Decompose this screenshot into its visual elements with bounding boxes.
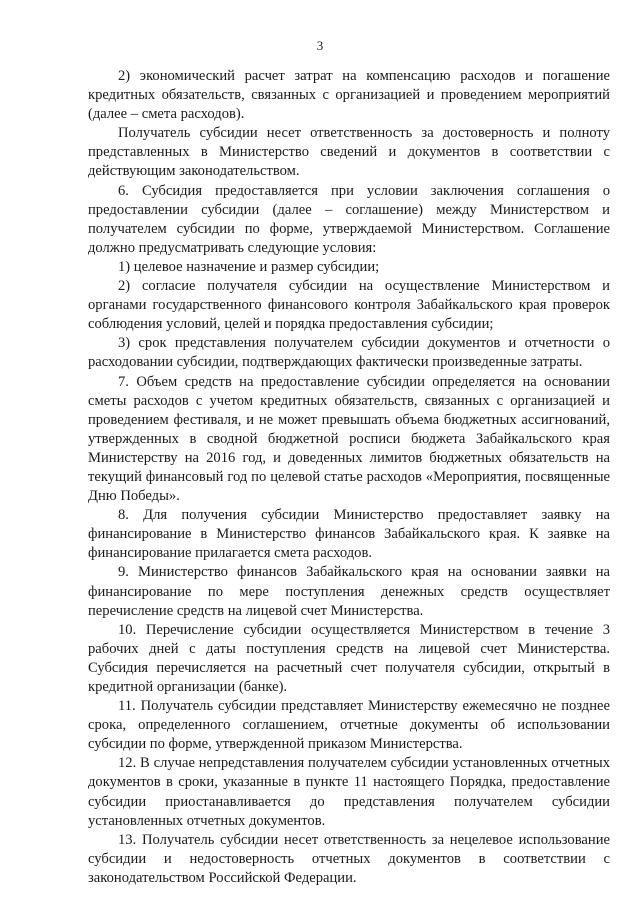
paragraph-item-10-payment: 10. Перечисление субсидии осуществляется Министерством в течение 3 рабочих дней с даты поступления средств на лицевой счет Министерства. Субсидия перечисляется на расчетный счет получателя субсидии, открытый в кредитной организации (банке). xyxy=(88,621,610,695)
paragraph-condition-1: 1) целевое назначение и размер субсидии; xyxy=(118,258,380,275)
page-number: 3 xyxy=(316,38,324,53)
paragraph-recipient-responsibility: Получатель субсидии несет ответственность за достоверность и полноту представленных в Министерство сведений и документов в соответствии с действующим законодательством. xyxy=(88,125,610,180)
paragraph-item-7-volume: 7. Объем средств на предоставление субсидии определяется на основании сметы расходов с учетом кредитных обязательств, связанных с организацией и проведением фестиваля, и не может превышать объема бюджетных ассигнований, утвержденных в сводной бюджетной росписи бюджета Забайкальского края Министерству на 2016 год, и доведенных лимитов бюджетных обязательств на текущий финансовый год по целевой статье расходов «Мероприятия, посвященные Дню Победы». xyxy=(88,373,610,505)
paragraph-condition-2: 2) согласие получателя субсидии на осуществление Министерством и органами государственного финансового контроля Забайкальского края проверок соблюдения условий, целей и порядка предоставления субсидии; xyxy=(88,278,610,333)
paragraph-item-9-transfer: 9. Министерство финансов Забайкальского края на основании заявки на финансирование по мере поступления денежных средств осуществляет перечисление средств на лицевой счет Министерства. xyxy=(88,564,610,619)
paragraph-condition-3: 3) срок представления получателем субсидии документов и отчетности о расходовании субсидии, подтверждающих фактически произведенные затраты. xyxy=(88,335,610,371)
paragraph-item-13-liability: 13. Получатель субсидии несет ответственность за нецелевое использование субсидии и недостоверность отчетных документов в соответствии с законодательством Российской Федерации. xyxy=(88,831,610,886)
paragraph-item-8-application: 8. Для получения субсидии Министерство предоставляет заявку на финансирование в Министерство финансов Забайкальского края. К заявке на финансирование прилагается смета расходов. xyxy=(88,507,610,562)
paragraph-item-6-agreement: 6. Субсидия предоставляется при условии заключения соглашения о предоставлении субсидии (далее – соглашение) между Министерством и получателем субсидии по форме, утверждаемой Министерством. Соглашение должно предусматривать следующие условия: xyxy=(88,182,610,256)
paragraph-item-11-reporting: 11. Получатель субсидии представляет Министерству ежемесячно не позднее срока, определенного соглашением, отчетные документы об использовании субсидии по форме, утвержденной приказом Министерства. xyxy=(88,698,610,753)
document-body xyxy=(88,67,610,888)
paragraph-clause-2-cost-estimate: 2) экономический расчет затрат на компенсацию расходов и погашение кредитных обязательств, связанных с организацией и проведением мероприятий (далее – смета расходов). xyxy=(88,68,610,123)
paragraph-item-12-suspension: 12. В случае непредставления получателем субсидии установленных отчетных документов в сроки, указанные в пункте 11 настоящего Порядка, предоставление субсидии приостанавливается до представления получателем субсидии установленных отчетных документов. xyxy=(88,755,610,829)
